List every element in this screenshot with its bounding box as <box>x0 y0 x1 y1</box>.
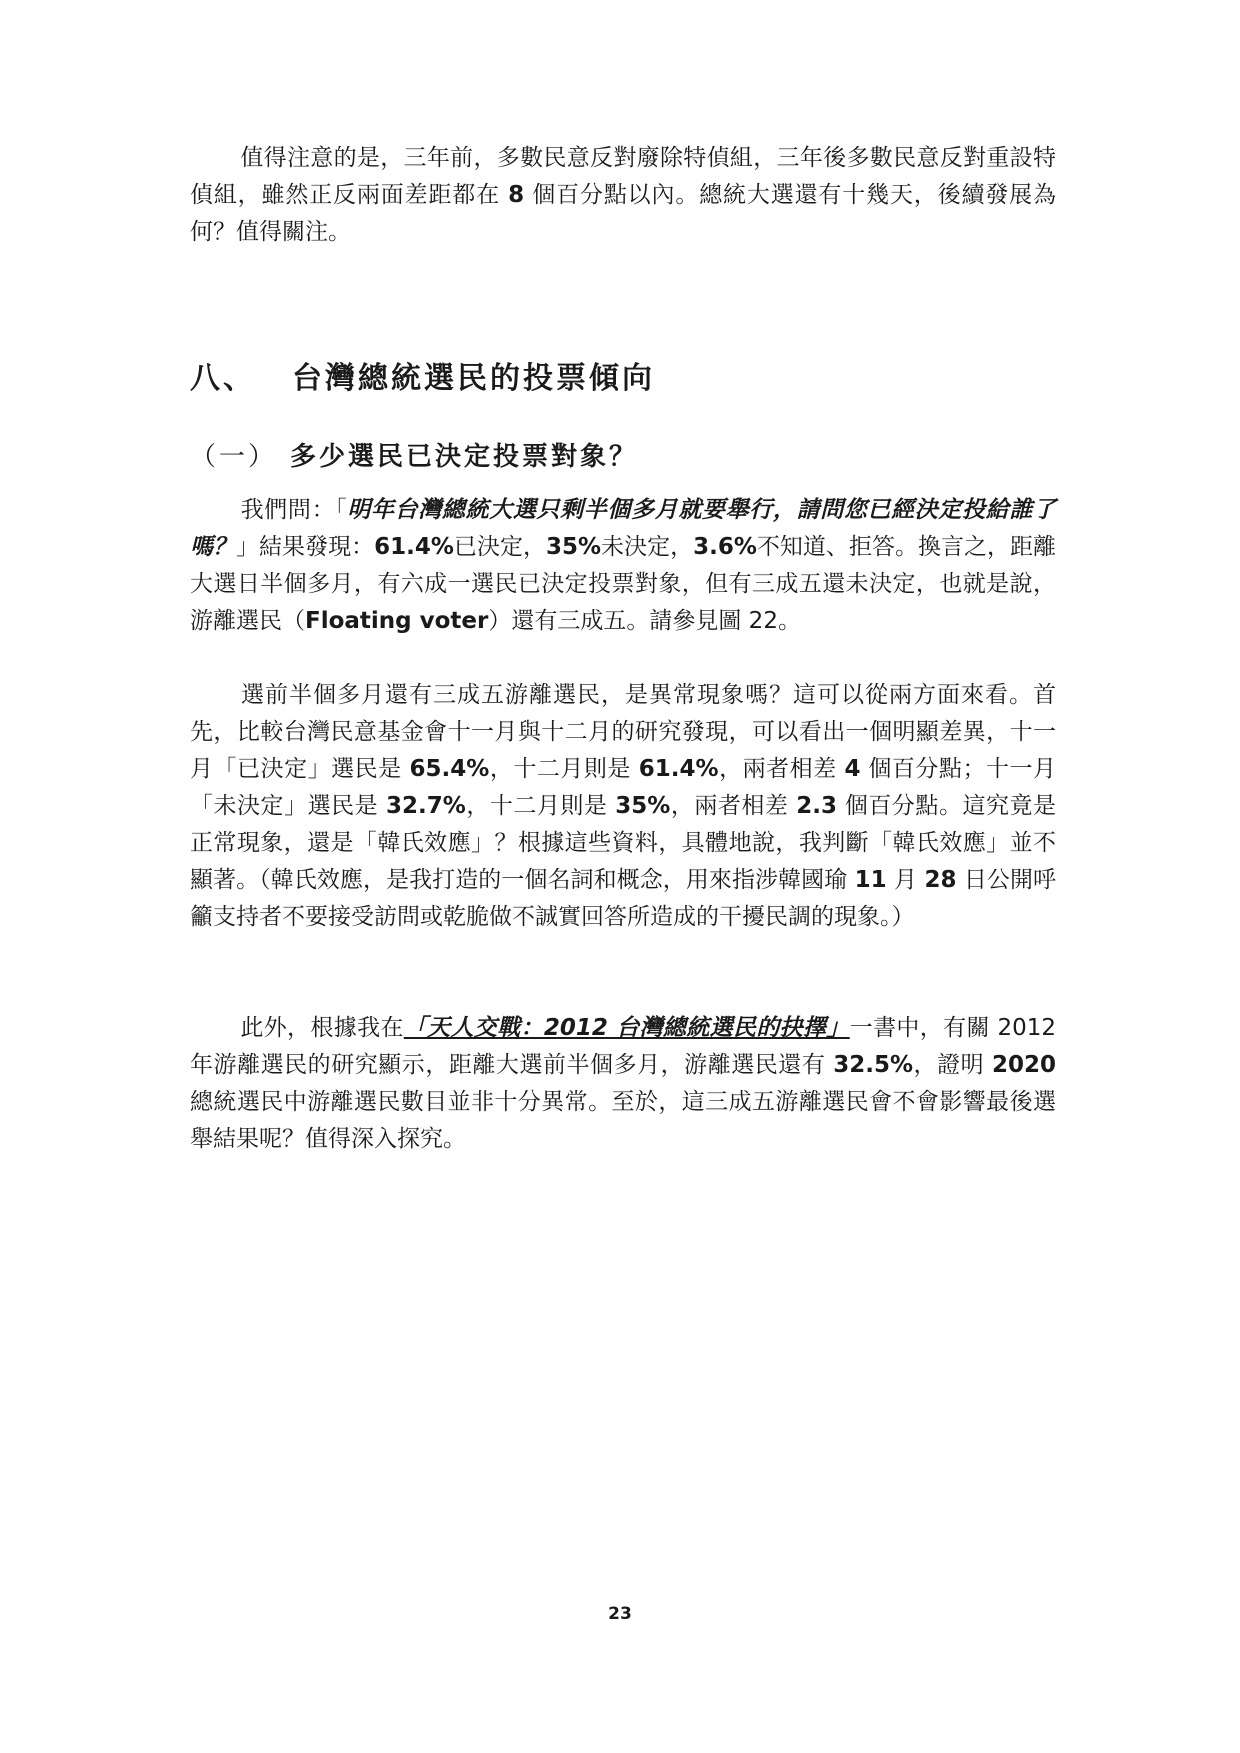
page-number: 23 <box>608 1604 632 1624</box>
paragraph-text: 未決定， <box>601 534 694 560</box>
number-value: 3.6% <box>693 534 757 560</box>
survey-question-text: 明年台灣總統大選只剩半個多月就要舉行，請問您已經決定投給誰了嗎？ <box>190 497 1057 560</box>
paragraph-text: 個百分點；十一月「未決定」選民是 <box>190 756 1057 819</box>
paragraph-text: 不知道、拒答。換言之，距離大選日半個多月，有六成一選民已決定投票對象，但有三成五還未決定，也就是說，游離選民（ <box>190 534 1057 634</box>
number-value: 32.5% <box>833 1052 914 1078</box>
number-value: 61.4% <box>638 756 719 782</box>
paragraph-2012-comparison <box>190 1010 1056 1158</box>
number-value: 2.3 <box>796 793 838 819</box>
book-title: 「天人交戰：2012 台灣總統選民的抉擇」 <box>403 1015 850 1041</box>
paragraph-special-investigation <box>190 140 1056 251</box>
paragraph-text: 值得注意的是，三年前，多數民意反對廢除特偵組，三年後多數民意反對重設特偵組，雖然正反兩面差距都在 <box>190 145 1056 208</box>
subsection-title: 多少選民已決定投票對象？ <box>290 442 639 472</box>
number-value: 4 <box>844 756 861 782</box>
paragraph-text: 選前半個多月還有三成五游離選民，是異常現象嗎？這可以從兩方面來看。首先，比較台灣民意基金會十一月與十二月的研究發現，可以看出一個明顯差異，十一月「已決定」選民是 <box>190 682 1056 782</box>
subsection-heading <box>190 436 638 473</box>
section-number: 八、 <box>190 361 256 396</box>
section-title: 台灣總統選民的投票傾向 <box>292 361 655 396</box>
number-value: 35% <box>545 534 602 560</box>
paragraph-text: 此外，根據我在 <box>240 1015 404 1041</box>
paragraph-text: 個百分點。這究竟是正常現象，還是「韓氏效應」？根據這些資料，具體地說，我判斷「韓氏效應」並不顯著。（韓氏效應，是我打造的一個名詞和概念，用來指涉韓國瑜 <box>190 793 1057 893</box>
number-value: 2020 <box>992 1052 1057 1078</box>
number-value: 32.7% <box>386 793 466 819</box>
paragraph-text: 總統選民中游離選民數目並非十分異常。至於，這三成五游離選民會不會影響最後選舉結果呢？值得深入探究。 <box>190 1089 1056 1152</box>
english-term: Floating voter <box>305 608 489 634</box>
paragraph-text: ，兩者相差 <box>670 793 797 819</box>
paragraph-survey-question <box>190 492 1056 640</box>
number-value: 28 <box>924 867 957 893</box>
paragraph-text: 我們問：「 <box>240 497 348 523</box>
paragraph-text: 」結果發現： <box>236 534 375 560</box>
paragraph-text: ，證明 <box>913 1052 992 1078</box>
number-value: 35% <box>615 793 671 819</box>
subsection-number: （一） <box>190 442 278 472</box>
paragraph-text: 月 <box>886 867 925 893</box>
section-heading <box>190 353 655 397</box>
paragraph-text: 個百分點以內。總統大選還有十幾天，後續發展為何？值得關注。 <box>190 182 1057 245</box>
paragraph-text: ，兩者相差 <box>718 756 845 782</box>
paragraph-text: ）還有三成五。請參見圖 22。 <box>488 608 801 634</box>
paragraph-text: 日公開呼籲支持者不要接受訪問或乾脆做不誠實回答所造成的干擾民調的現象。） <box>190 867 1057 930</box>
paragraph-text: 一書中，有關 2012 年游離選民的研究顯示，距離大選前半個多月，游離選民還有 <box>190 1015 1056 1078</box>
paragraph-text: ，十二月則是 <box>489 756 639 782</box>
number-value: 8 <box>508 182 525 208</box>
paragraph-han-effect <box>190 677 1056 936</box>
number-value: 11 <box>854 867 887 893</box>
number-value: 65.4% <box>409 756 490 782</box>
number-value: 61.4% <box>374 534 454 560</box>
paragraph-text: 已決定， <box>453 534 546 560</box>
paragraph-text: ，十二月則是 <box>465 793 616 819</box>
